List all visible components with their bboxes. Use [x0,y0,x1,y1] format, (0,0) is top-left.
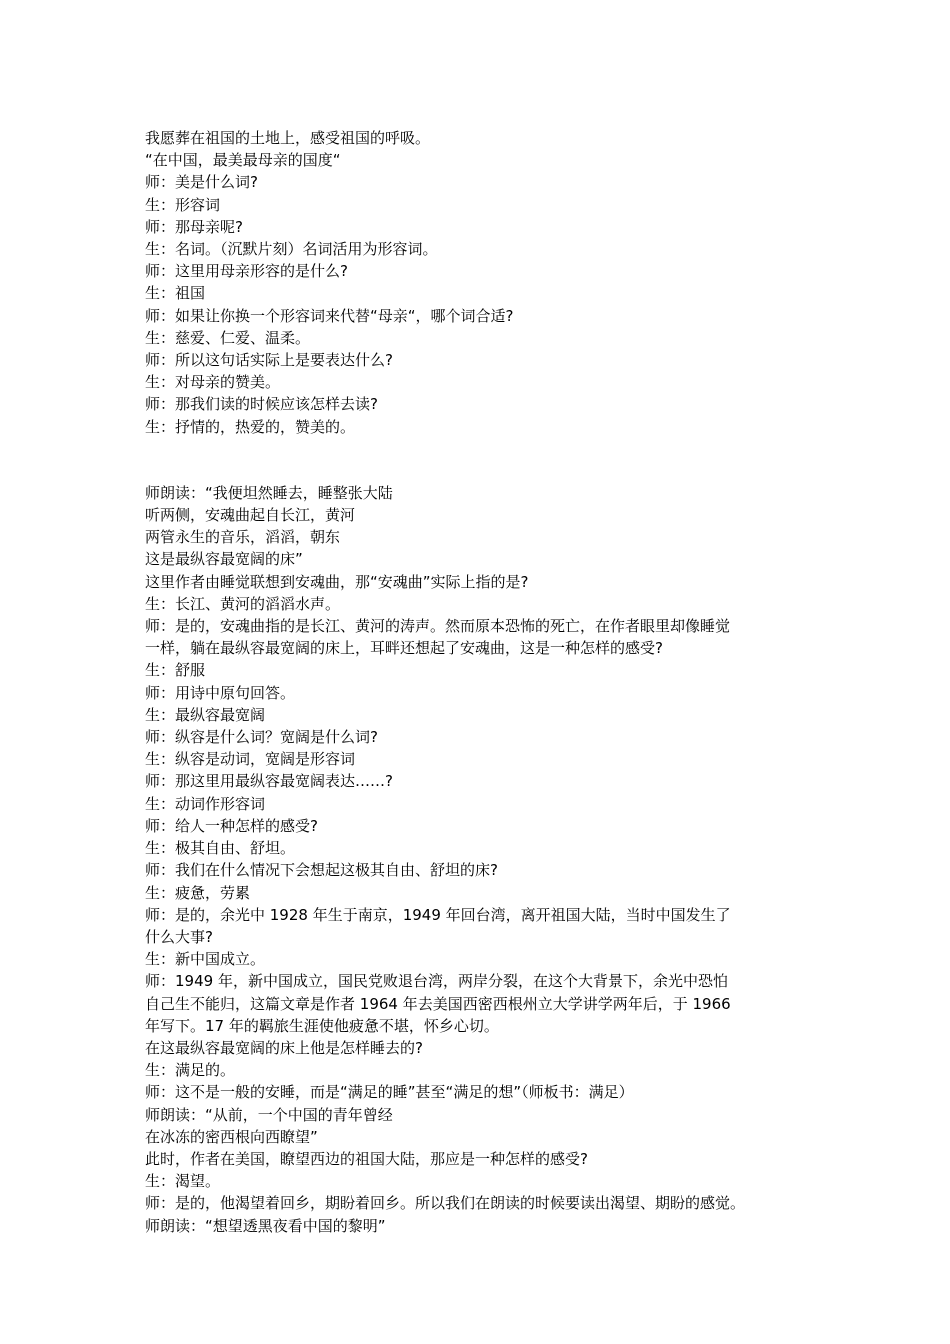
text-line: 自己生不能归，这篇文章是作者 1964 年去美国西密西根州立大学讲学两年后，于 1966 [145,994,731,1013]
text-line: 师：我们在什么情况下会想起这极其自由、舒坦的床? [145,861,498,880]
text-line: 生：对母亲的赞美。 [145,373,281,392]
text-line: 师：所以这句话实际上是要表达什么? [145,351,393,370]
text-line: 生：最纵容最宽阔 [145,705,266,724]
text-line: 什么大事? [145,927,213,946]
text-line: 师：是的，安魂曲指的是长江、黄河的涛声。然而原本恐怖的死亡，在作者眼里却像睡觉 [145,617,731,636]
text-line: 生：疲惫，劳累 [145,883,251,902]
text-line: 师：1949 年，新中国成立，国民党败退台湾，两岸分裂，在这个大背景下，余光中恐怕 [145,972,728,991]
text-line: 师：这不是一般的安睡，而是“满足的睡”甚至“满足的想”（师板书：满足） [145,1083,634,1102]
text-line: 师朗读：“想望透黑夜看中国的黎明” [145,1216,386,1235]
text-line: 一样，躺在最纵容最宽阔的床上，耳畔还想起了安魂曲，这是一种怎样的感受? [145,639,663,658]
text-line: 听两侧，安魂曲起自长江，黄河 [145,506,356,525]
text-line: 生：祖国 [145,284,206,303]
text-line: 师：那母亲呢? [145,217,243,236]
text-line: 生：动词作形容词 [145,794,266,813]
text-line: 在冰冻的密西根向西瞭望” [145,1127,318,1146]
text-line: 师：美是什么词? [145,173,258,192]
text-line: 师：给人一种怎样的感受? [145,816,318,835]
text-line: 师：那这里用最纵容最宽阔表达……? [145,772,393,791]
text-line: 生：渴望。 [145,1172,221,1191]
text-line: 这是最纵容最宽阔的床” [145,550,303,569]
text-line: 师：如果让你换一个形容词来代替“母亲“，哪个词合适? [145,306,514,325]
text-line: 师：用诗中原句回答。 [145,683,296,702]
text-line: 师：是的，余光中 1928 年生于南京，1949 年回台湾，离开祖国大陆，当时中国发生了 [145,905,731,924]
text-line: 生：纵容是动词，宽阔是形容词 [145,750,356,769]
text-line: 生：抒情的，热爱的，赞美的。 [145,417,356,436]
text-line: 师朗读：“从前，一个中国的青年曾经 [145,1105,393,1124]
text-line: 师：是的，他渴望着回乡，期盼着回乡。所以我们在朗读的时候要读出渴望、期盼的感觉。 [145,1194,746,1213]
text-line: 生：极其自由、舒坦。 [145,839,296,858]
text-line: 生：满足的。 [145,1061,236,1080]
text-line: 两管永生的音乐，滔滔，朝东 [145,528,341,547]
text-line: 此时，作者在美国，瞭望西边的祖国大陆，那应是一种怎样的感受? [145,1149,588,1168]
text-line: 生：舒服 [145,661,206,680]
text-line: 在这最纵容最宽阔的床上他是怎样睡去的? [145,1038,423,1057]
text-line: 这里作者由睡觉联想到安魂曲，那“安魂曲”实际上指的是? [145,572,529,591]
text-line: 生：名词。（沉默片刻）名词活用为形容词。 [145,240,438,259]
text-line: 生：新中国成立。 [145,950,266,969]
text-line: 师：这里用母亲形容的是什么? [145,262,348,281]
text-line: 师：那我们读的时候应该怎样去读? [145,395,378,414]
text-line: 生：慈爱、仁爱、温柔。 [145,328,311,347]
text-line: 师朗读：“我便坦然睡去，睡整张大陆 [145,483,393,502]
document-body [145,127,825,1237]
text-line: 年写下。17 年的羁旅生涯使他疲惫不堪，怀乡心切。 [145,1016,499,1035]
text-line: 生：长江、黄河的滔滔水声。 [145,594,341,613]
text-line: 师：纵容是什么词？宽阔是什么词? [145,728,378,747]
paragraph-gap [145,453,825,467]
text-line: 生：形容词 [145,195,221,214]
text-line: “在中国，最美最母亲的国度“ [145,151,341,170]
text-line: 我愿葬在祖国的土地上，感受祖国的呼吸。 [145,129,431,147]
